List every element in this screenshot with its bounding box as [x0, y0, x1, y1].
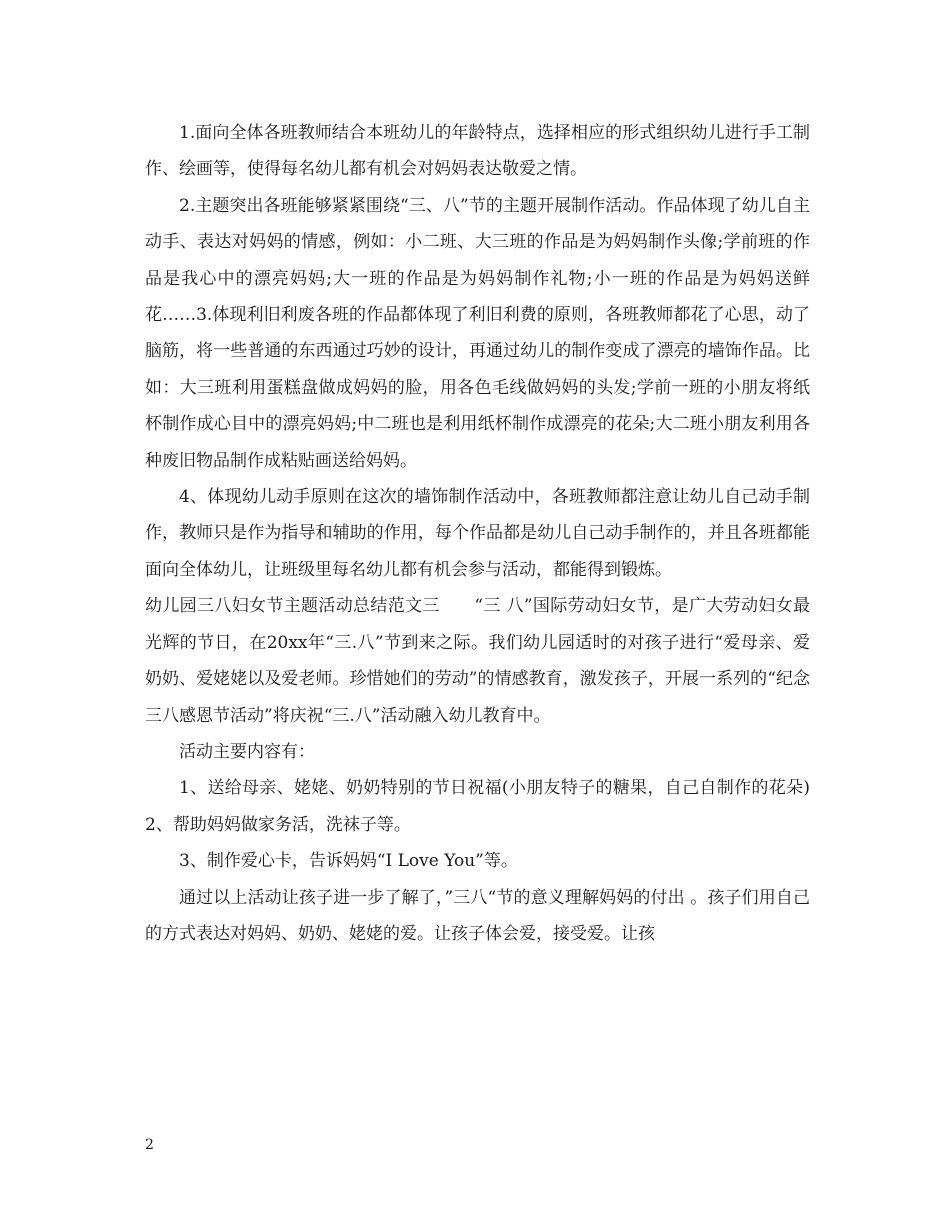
paragraph-3: 4、体现幼儿动手原则在这次的墙饰制作活动中，各班教师都注意让幼儿自己动手制作，教师只是作为指导和辅助的作用，每个作品都是幼儿自己动手制作的，并且各班都能面向全体幼儿，让班级里每名幼儿都有机会参与活动，都能得到锻炼。	[145, 487, 810, 580]
paragraph-6: 1、送给母亲、姥姥、奶奶特别的节日祝福(小朋友特子的糖果，自己自制作的花朵)2、帮助妈妈做家务活，洗袜子等。	[145, 778, 810, 835]
page-number: 2	[145, 1137, 154, 1153]
paragraph-1: 1.面向全体各班教师结合本班幼儿的年龄特点，选择相应的形式组织幼儿进行手工制作、绘画等，使得每名幼儿都有机会对妈妈表达敬爱之情。	[145, 123, 810, 180]
paragraph-5: 活动主要内容有：	[179, 741, 315, 762]
paragraph-4: 幼儿园三八妇女节主题活动总结范文三 “三 八”国际劳动妇女节，是广大劳动妇女最光辉的节日，在20xx年“三.八”节到来之际。我们幼儿园适时的对孩子进行“爱母亲、爱奶奶、爱姥姥以及爱老师。珍惜她们的劳动”的情感教育，激发孩子，开展一系列的“纪念三八感恩节活动”将庆祝“三.八”活动融入幼儿教育中。	[145, 596, 810, 726]
paragraph-7: 3、制作爱心卡，告诉妈妈“I Love You”等。	[179, 851, 518, 872]
paragraph-8: 通过以上活动让孩子进一步了解了，”三八“节的意义理解妈妈的付出 。孩子们用自己的方式表达对妈妈、奶奶、姥姥的爱。让孩子体会爱，接受爱。让孩	[145, 887, 810, 944]
document-body	[145, 115, 810, 952]
paragraph-2: 2.主题突出各班能够紧紧围绕“三、八”节的主题开展制作活动。作品体现了幼儿自主动手、表达对妈妈的情感，例如：小二班、大三班的作品是为妈妈制作头像;学前班的作品是我心中的漂亮妈妈;大一班的作品是为妈妈制作礼物;小一班的作品是为妈妈送鲜花……3.体现利旧利废各班的作品都体现了利旧利费的原则，各班教师都花了心思，动了脑筋，将一些普通的东西通过巧妙的设计，再通过幼儿的制作变成了漂亮的墙饰作品。比如：大三班利用蛋糕盘做成妈妈的脸，用各色毛线做妈妈的头发;学前一班的小朋友将纸杯制作成心目中的漂亮妈妈;中二班也是利用纸杯制作成漂亮的花朵;大二班小朋友利用各种废旧物品制作成粘贴画送给妈妈。	[145, 195, 810, 471]
